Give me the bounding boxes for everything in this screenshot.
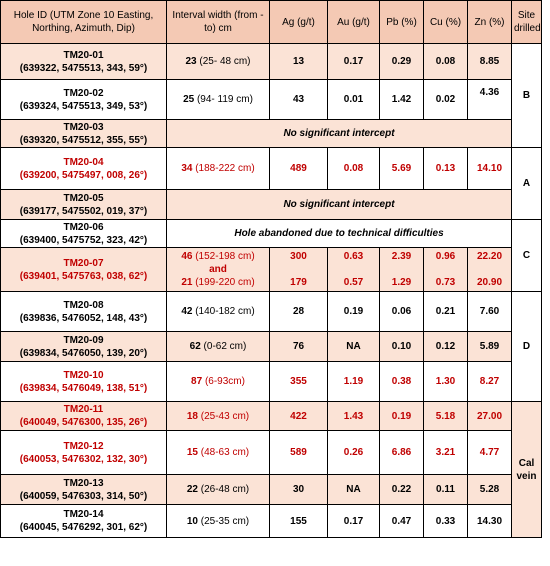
- interval-width: 34: [181, 163, 193, 174]
- site-c: C: [512, 220, 542, 292]
- table-row: [1, 220, 542, 248]
- hole-id-cell: [1, 80, 167, 120]
- interval-cell: [167, 505, 270, 538]
- cu-values: [424, 248, 468, 292]
- interval-range: (25-43 cm): [200, 410, 250, 422]
- hole-id: TM20-11: [63, 404, 104, 415]
- interval-range: (26-48 cm): [200, 484, 250, 495]
- interval-cell: [167, 248, 270, 292]
- cu-value: 0.21: [424, 292, 468, 332]
- hole-id: TM20-04: [63, 156, 104, 168]
- hole-id: TM20-02: [63, 87, 104, 99]
- interval-width: 87: [191, 376, 203, 387]
- interval-width: 46: [181, 251, 193, 262]
- hole-coords: (639401, 5475763, 038, 62°): [19, 270, 148, 282]
- hole-id-cell: [1, 190, 167, 220]
- zn-value: 27.00: [468, 402, 512, 431]
- au-value: 0.63: [343, 251, 364, 262]
- interval-width-2: 21: [181, 277, 193, 288]
- hole-coords: (639834, 5476050, 139, 20°): [19, 347, 148, 359]
- hole-id-cell: [1, 402, 167, 431]
- ag-value: 300: [290, 251, 307, 262]
- hole-coords: (639836, 5476052, 148, 43°): [19, 312, 148, 324]
- zn-value: 14.10: [468, 148, 512, 190]
- au-value: 0.19: [328, 292, 380, 332]
- interval-width: 10: [186, 515, 198, 527]
- interval-cell: [167, 402, 270, 431]
- hole-id-cell: [1, 505, 167, 538]
- table-row: [1, 362, 542, 402]
- hole-id: TM20-13: [63, 477, 104, 489]
- cu-value-2: 0.73: [435, 277, 456, 288]
- header-hole-id: Hole ID (UTM Zone 10 Easting, Northing, Azimuth, Dip): [1, 1, 167, 44]
- interval-range: (152-198 cm): [195, 251, 255, 262]
- ag-values: [270, 248, 328, 292]
- zn-value: 8.27: [468, 362, 512, 402]
- hole-coords: (640053, 5476302, 132, 30°): [19, 453, 148, 465]
- interval-width: 25: [183, 94, 195, 105]
- table-row: [1, 80, 542, 120]
- header-au: Au (g/t): [328, 1, 380, 44]
- interval-range: (188-222 cm): [195, 163, 255, 174]
- table-row: [1, 431, 542, 475]
- au-value: 1.19: [328, 362, 380, 402]
- au-value: 0.08: [328, 148, 380, 190]
- table-row: [1, 248, 542, 292]
- pb-value: 0.10: [380, 332, 424, 362]
- ag-value: 30: [270, 475, 328, 505]
- interval-cell: [167, 44, 270, 80]
- hole-id: TM20-12: [63, 440, 104, 452]
- interval-width: 15: [186, 447, 198, 458]
- table-row: [1, 148, 542, 190]
- pb-values: [380, 248, 424, 292]
- cu-value: 5.18: [424, 402, 468, 431]
- interval-range: (25-35 cm): [200, 515, 250, 527]
- hole-id-cell: [1, 362, 167, 402]
- ag-value: 43: [270, 80, 328, 120]
- hole-id-cell: [1, 120, 167, 148]
- pb-value: 0.06: [380, 292, 424, 332]
- cu-value: 0.08: [424, 44, 468, 80]
- au-value-2: 0.57: [343, 277, 364, 288]
- zn-value: 4.77: [468, 431, 512, 475]
- header-row: [1, 1, 542, 44]
- interval-cell: [167, 292, 270, 332]
- interval-cell: [167, 362, 270, 402]
- zn-value: 4.36: [468, 80, 512, 120]
- cu-value: 0.12: [424, 332, 468, 362]
- pb-value: 0.19: [380, 402, 424, 431]
- au-value: 1.43: [328, 402, 380, 431]
- cu-value: 0.96: [435, 251, 456, 262]
- site-b: B: [512, 44, 542, 148]
- pb-value: 0.29: [380, 44, 424, 80]
- interval-width: 62: [189, 341, 201, 352]
- pb-value-2: 1.29: [391, 277, 412, 288]
- hole-coords: (640045, 5476292, 301, 62°): [19, 522, 148, 533]
- zn-value: 22.20: [476, 251, 503, 262]
- ag-value: 355: [270, 362, 328, 402]
- hole-id-cell: [1, 431, 167, 475]
- zn-value: 14.30: [468, 505, 512, 538]
- interval-range: (6-93cm): [204, 376, 245, 387]
- hole-coords: (639324, 5475513, 349, 53°): [19, 100, 148, 112]
- interval-range: (0-62 cm): [203, 341, 247, 352]
- no-intercept-note: No significant intercept: [167, 120, 512, 148]
- zn-value: 7.60: [468, 292, 512, 332]
- ag-value: 76: [270, 332, 328, 362]
- hole-id: TM20-06: [63, 221, 104, 233]
- and-connector: and: [209, 264, 227, 275]
- ag-value: 589: [270, 431, 328, 475]
- au-value: 0.17: [328, 44, 380, 80]
- interval-width: 23: [185, 56, 197, 67]
- pb-value: 0.38: [380, 362, 424, 402]
- table-row: [1, 505, 542, 538]
- ag-value-2: 179: [290, 277, 307, 288]
- interval-width: 22: [186, 484, 198, 495]
- site-cal-vein: Cal vein: [512, 402, 542, 538]
- ag-value: 489: [270, 148, 328, 190]
- hole-id-cell: [1, 220, 167, 248]
- header-pb: Pb (%): [380, 1, 424, 44]
- cu-value: 0.33: [424, 505, 468, 538]
- table-row: [1, 190, 542, 220]
- hole-coords: (639177, 5475502, 019, 37°): [19, 205, 148, 217]
- table-row: [1, 475, 542, 505]
- hole-coords: (639320, 5475512, 355, 55°): [19, 134, 148, 146]
- au-value: NA: [328, 332, 380, 362]
- hole-id: TM20-07: [63, 257, 104, 269]
- header-ag: Ag (g/t): [270, 1, 328, 44]
- zn-value: 5.28: [468, 475, 512, 505]
- ag-value: 155: [270, 505, 328, 538]
- table-row: [1, 332, 542, 362]
- pb-value: 5.69: [380, 148, 424, 190]
- interval-width: 42: [181, 306, 193, 317]
- header-site: Site drilled: [512, 1, 542, 44]
- interval-range: (94- 119 cm): [196, 94, 253, 105]
- cu-value: 0.11: [424, 475, 468, 505]
- hole-id: TM20-05: [63, 192, 104, 204]
- zn-values: [468, 248, 512, 292]
- zn-value: 5.89: [468, 332, 512, 362]
- hole-id-cell: [1, 332, 167, 362]
- au-value: 0.17: [328, 505, 380, 538]
- hole-coords: (639400, 5475752, 323, 42°): [19, 234, 148, 246]
- table-row: [1, 402, 542, 431]
- pb-value: 6.86: [380, 431, 424, 475]
- pb-value: 1.42: [380, 80, 424, 120]
- cu-value: 0.13: [424, 148, 468, 190]
- interval-cell: [167, 148, 270, 190]
- au-values: [328, 248, 380, 292]
- hole-id: TM20-01: [63, 49, 104, 61]
- ag-value: 28: [270, 292, 328, 332]
- au-value: 0.26: [328, 431, 380, 475]
- au-value: NA: [328, 475, 380, 505]
- ag-value: 13: [270, 44, 328, 80]
- hole-id-cell: [1, 292, 167, 332]
- hole-id-cell: [1, 44, 167, 80]
- no-intercept-note: No significant intercept: [167, 190, 512, 220]
- interval-range: (140-182 cm): [195, 306, 255, 317]
- interval-cell: [167, 80, 270, 120]
- cu-value: 1.30: [424, 362, 468, 402]
- cu-value: 0.02: [424, 80, 468, 120]
- pb-value: 0.47: [380, 505, 424, 538]
- interval-width: 18: [186, 410, 198, 422]
- hole-id-cell: [1, 248, 167, 292]
- abandoned-note: Hole abandoned due to technical difficulties: [167, 220, 512, 248]
- header-cu: Cu (%): [424, 1, 468, 44]
- hole-id-cell: [1, 475, 167, 505]
- hole-coords: (640049, 5476300, 135, 26°): [19, 417, 148, 428]
- hole-coords: (639200, 5475497, 008, 26°): [19, 169, 148, 181]
- interval-range: (48-63 cm): [200, 447, 250, 458]
- table-row: [1, 120, 542, 148]
- pb-value: 0.22: [380, 475, 424, 505]
- table-row: [1, 292, 542, 332]
- hole-coords: (639834, 5476049, 138, 51°): [19, 382, 148, 394]
- interval-range-2: (199-220 cm): [195, 277, 255, 288]
- hole-id: TM20-03: [63, 121, 104, 133]
- hole-id: TM20-14: [63, 509, 104, 520]
- zn-value-2: 20.90: [476, 277, 503, 288]
- zn-value: 8.85: [468, 44, 512, 80]
- au-value: 0.01: [328, 80, 380, 120]
- interval-cell: [167, 332, 270, 362]
- pb-value: 2.39: [391, 251, 412, 262]
- interval-cell: [167, 431, 270, 475]
- hole-id-cell: [1, 148, 167, 190]
- interval-range: (25- 48 cm): [199, 56, 251, 67]
- ag-value: 422: [270, 402, 328, 431]
- site-d: D: [512, 292, 542, 402]
- table-row: [1, 44, 542, 80]
- header-interval: Interval width (from - to) cm: [167, 1, 270, 44]
- hole-coords: (639322, 5475513, 343, 59°): [19, 62, 148, 74]
- header-zn: Zn (%): [468, 1, 512, 44]
- hole-coords: (640059, 5476303, 314, 50°): [19, 490, 148, 502]
- hole-id: TM20-08: [63, 299, 104, 311]
- hole-id: TM20-10: [63, 369, 104, 381]
- cu-value: 3.21: [424, 431, 468, 475]
- interval-cell: [167, 475, 270, 505]
- site-a: A: [512, 148, 542, 220]
- hole-id: TM20-09: [63, 334, 104, 346]
